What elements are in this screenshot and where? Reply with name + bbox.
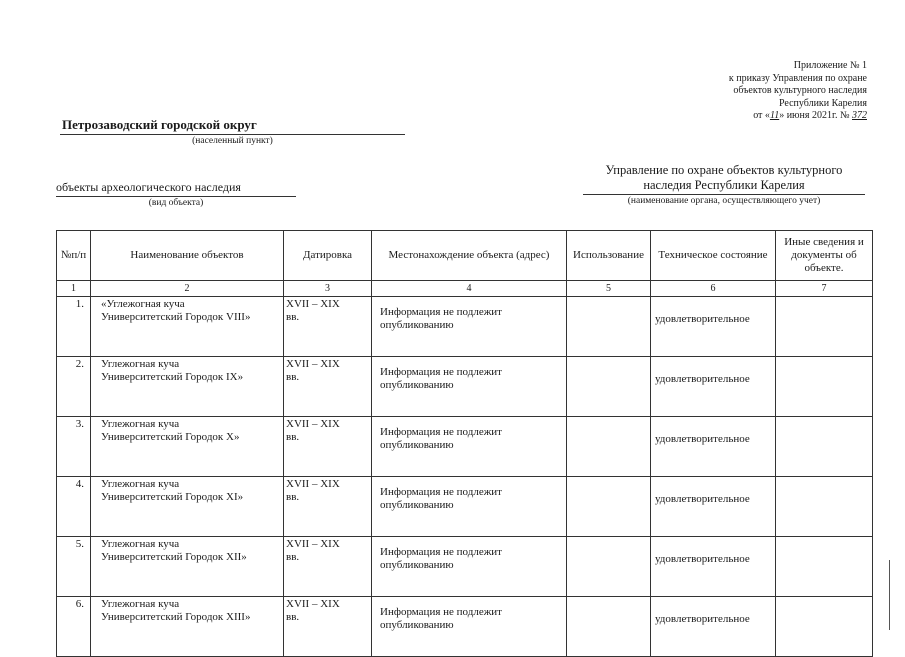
object-other <box>776 357 873 417</box>
column-number: 4 <box>372 281 567 297</box>
dating-line2: вв. <box>286 431 300 443</box>
object-condition: удовлетворительное <box>651 417 776 477</box>
location-line2: опубликованию <box>380 439 454 451</box>
header-location: Местонахождение объекта (адрес) <box>372 231 567 281</box>
appendix-block <box>729 60 867 123</box>
header-other: Иные сведения и документы об объекте. <box>776 231 873 281</box>
object-name-line2: Университетский Городок X» <box>101 431 240 443</box>
object-condition: удовлетворительное <box>651 297 776 357</box>
location-line2: опубликованию <box>380 619 454 631</box>
column-number: 5 <box>567 281 651 297</box>
date-middle: » июня 2021г. № <box>779 110 850 121</box>
dating-line1: XVII – XIX <box>286 298 340 310</box>
object-dating <box>284 357 372 417</box>
authority-field <box>583 163 865 206</box>
object-name-line2: Университетский Городок XI» <box>101 491 244 503</box>
settlement-value: Петрозаводский городской округ <box>60 117 405 135</box>
location-line1: Информация не подлежит <box>380 486 502 498</box>
object-name <box>91 417 284 477</box>
object-other <box>776 297 873 357</box>
row-number: 6. <box>57 597 91 657</box>
object-name-line1: Углежогная куча <box>101 598 180 610</box>
location-line1: Информация не подлежит <box>380 546 502 558</box>
object-location <box>372 297 567 357</box>
appendix-order-ref: к приказу Управления по охране <box>728 72 867 84</box>
registry-table <box>56 230 873 657</box>
object-name-line1: Углежогная куча <box>101 358 180 370</box>
location-line2: опубликованию <box>380 499 454 511</box>
date-day: 11 <box>769 110 780 121</box>
dating-line1: XVII – XIX <box>286 478 340 490</box>
row-number: 3. <box>57 417 91 477</box>
object-type-caption: (вид объекта) <box>148 198 204 208</box>
object-usage <box>567 417 651 477</box>
object-condition: удовлетворительное <box>651 357 776 417</box>
dating-line2: вв. <box>286 551 300 563</box>
column-number: 3 <box>284 281 372 297</box>
dating-line2: вв. <box>286 491 300 503</box>
authority-value: Управление по охране объектов культурного наследия Республики Карелия <box>583 163 865 195</box>
location-line1: Информация не подлежит <box>380 366 502 378</box>
object-name-line2: Университетский Городок XII» <box>101 551 247 563</box>
location-line1: Информация не подлежит <box>380 606 502 618</box>
object-other <box>776 477 873 537</box>
header-num: №п/п <box>57 231 91 281</box>
location-line2: опубликованию <box>380 559 454 571</box>
appendix-order-ref-2: объектов культурного наследия <box>733 85 867 96</box>
object-condition: удовлетворительное <box>651 597 776 657</box>
object-location <box>372 597 567 657</box>
object-type-field <box>56 180 296 208</box>
column-number: 6 <box>651 281 776 297</box>
settlement-caption: (населенный пункт) <box>192 136 273 146</box>
row-number: 4. <box>57 477 91 537</box>
dating-line1: XVII – XIX <box>286 358 340 370</box>
appendix-order-ref-3: Республики Карелия <box>778 97 867 109</box>
table-row <box>57 537 873 597</box>
object-name-line1: Углежогная куча <box>101 478 180 490</box>
table-header-row <box>57 231 873 281</box>
object-dating <box>284 417 372 477</box>
date-prefix: от « <box>753 110 770 121</box>
dating-line2: вв. <box>286 371 300 383</box>
object-name <box>91 477 284 537</box>
object-name <box>91 597 284 657</box>
object-location <box>372 357 567 417</box>
row-number: 1. <box>57 297 91 357</box>
object-usage <box>567 297 651 357</box>
object-name-line1: Углежогная куча <box>101 538 180 550</box>
column-number: 7 <box>776 281 873 297</box>
object-dating <box>284 597 372 657</box>
dating-line1: XVII – XIX <box>286 418 340 430</box>
object-usage <box>567 477 651 537</box>
object-location <box>372 477 567 537</box>
dating-line2: вв. <box>286 311 300 323</box>
appendix-title: Приложение № 1 <box>793 60 867 71</box>
location-line1: Информация не подлежит <box>380 306 502 318</box>
object-name-line1: Углежогная куча <box>101 418 180 430</box>
table-row <box>57 357 873 417</box>
table-row <box>57 417 873 477</box>
column-number-row <box>57 281 873 297</box>
object-other <box>776 537 873 597</box>
location-line2: опубликованию <box>380 319 454 331</box>
dating-line1: XVII – XIX <box>286 538 340 550</box>
object-location <box>372 537 567 597</box>
appendix-date <box>729 110 867 123</box>
column-number: 1 <box>57 281 91 297</box>
object-name <box>91 297 284 357</box>
object-condition: удовлетворительное <box>651 477 776 537</box>
object-name-line2: Университетский Городок VIII» <box>101 311 251 323</box>
object-other <box>776 597 873 657</box>
object-name-line1: «Углежогная куча <box>101 298 185 310</box>
header-condition: Техническое состояние <box>651 231 776 281</box>
table-row <box>57 297 873 357</box>
object-condition: удовлетворительное <box>651 537 776 597</box>
dating-line2: вв. <box>286 611 300 623</box>
object-name-line2: Университетский Городок IX» <box>101 371 244 383</box>
header-name: Наименование объектов <box>91 231 284 281</box>
table-row <box>57 597 873 657</box>
column-number: 2 <box>91 281 284 297</box>
location-line2: опубликованию <box>380 379 454 391</box>
object-dating <box>284 477 372 537</box>
object-usage <box>567 357 651 417</box>
dating-line1: XVII – XIX <box>286 598 340 610</box>
object-location <box>372 417 567 477</box>
row-number: 2. <box>57 357 91 417</box>
row-number: 5. <box>57 537 91 597</box>
order-number: 372 <box>852 110 867 121</box>
scan-margin-line <box>889 560 890 630</box>
object-name <box>91 357 284 417</box>
table-row <box>57 477 873 537</box>
object-name <box>91 537 284 597</box>
object-usage <box>567 597 651 657</box>
object-dating <box>284 537 372 597</box>
authority-caption: (наименование органа, осуществляющего учет) <box>627 196 821 206</box>
header-usage: Использование <box>567 231 651 281</box>
object-type-value: объекты археологического наследия <box>56 180 296 197</box>
object-name-line2: Университетский Городок XIII» <box>101 611 251 623</box>
object-other <box>776 417 873 477</box>
settlement-field <box>60 117 405 146</box>
object-dating <box>284 297 372 357</box>
object-usage <box>567 537 651 597</box>
location-line1: Информация не подлежит <box>380 426 502 438</box>
header-dating: Датировка <box>284 231 372 281</box>
